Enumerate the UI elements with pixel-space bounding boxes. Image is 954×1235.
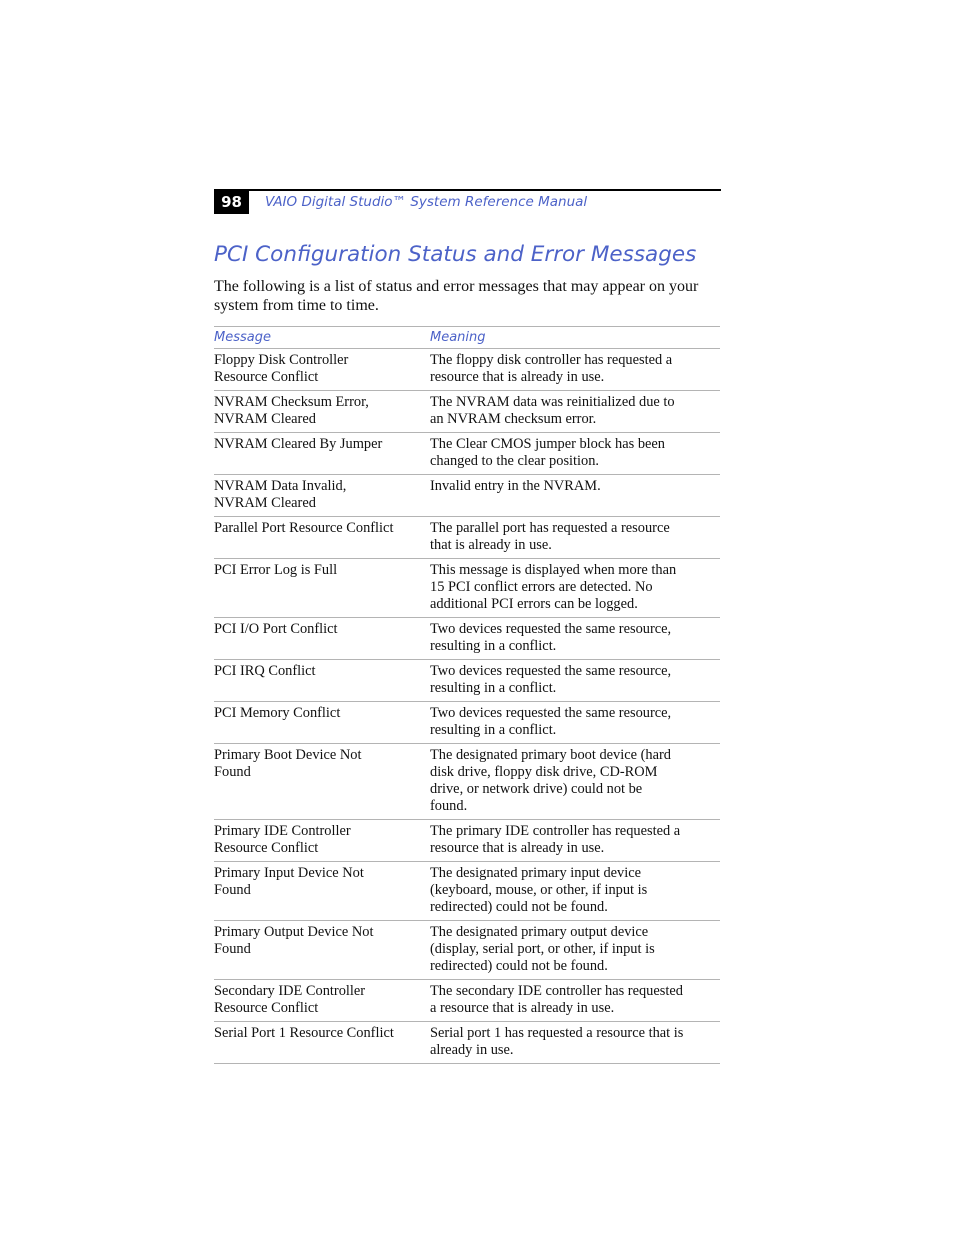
table-row bbox=[214, 391, 720, 433]
table-row bbox=[214, 980, 720, 1022]
meaning-cell bbox=[430, 744, 720, 820]
message-text: Primary Output Device Not Found bbox=[214, 924, 374, 957]
meaning-cell bbox=[430, 660, 720, 702]
intro-paragraph: The following is a list of status and error messages that may appear on your system from time to time. bbox=[214, 278, 699, 314]
table-row bbox=[214, 744, 720, 820]
meaning-cell bbox=[430, 702, 720, 744]
meaning-cell bbox=[430, 517, 720, 559]
section-title: PCI Configuration Status and Error Messages bbox=[214, 242, 697, 267]
message-text: Primary Boot Device Not Found bbox=[214, 747, 362, 780]
meaning-text: The designated primary input device (keyboard, mouse, or other, if input is redirected) could not be found. bbox=[430, 865, 648, 915]
meaning-text: This message is displayed when more than 15 PCI conflict errors are detected. No additional PCI errors can be logged. bbox=[430, 562, 677, 612]
message-text: Primary IDE Controller Resource Conflict bbox=[214, 823, 351, 856]
message-text: NVRAM Cleared By Jumper bbox=[214, 436, 383, 452]
meaning-text: Invalid entry in the NVRAM. bbox=[430, 478, 601, 494]
table-row bbox=[214, 862, 720, 921]
table-header-row bbox=[214, 327, 720, 349]
meaning-text: Two devices requested the same resource, resulting in a conflict. bbox=[430, 621, 672, 654]
meaning-text: The NVRAM data was reinitialized due to an NVRAM checksum error. bbox=[430, 394, 675, 427]
meaning-text: The parallel port has requested a resource that is already in use. bbox=[430, 520, 670, 553]
table-row bbox=[214, 702, 720, 744]
message-cell bbox=[214, 618, 430, 660]
table-row bbox=[214, 559, 720, 618]
table-row bbox=[214, 517, 720, 559]
table-row bbox=[214, 1022, 720, 1064]
meaning-cell bbox=[430, 820, 720, 862]
message-cell bbox=[214, 517, 430, 559]
message-text: Floppy Disk Controller Resource Conflict bbox=[214, 352, 349, 385]
meaning-text: The designated primary output device (display, serial port, or other, if input is redirected) could not be found. bbox=[430, 924, 655, 974]
meaning-cell bbox=[430, 618, 720, 660]
page-number: 98 bbox=[214, 190, 249, 214]
table-row bbox=[214, 660, 720, 702]
message-cell bbox=[214, 559, 430, 618]
table-row bbox=[214, 618, 720, 660]
message-text: PCI Error Log is Full bbox=[214, 562, 338, 578]
meaning-text: The Clear CMOS jumper block has been changed to the clear position. bbox=[430, 436, 665, 469]
message-cell bbox=[214, 820, 430, 862]
table-row bbox=[214, 475, 720, 517]
message-text: NVRAM Data Invalid, NVRAM Cleared bbox=[214, 478, 347, 511]
meaning-text: Serial port 1 has requested a resource that is already in use. bbox=[430, 1025, 684, 1058]
message-text: PCI Memory Conflict bbox=[214, 705, 341, 721]
meaning-cell bbox=[430, 1022, 720, 1064]
message-cell bbox=[214, 660, 430, 702]
column-header-message: Message bbox=[214, 327, 430, 349]
meaning-cell bbox=[430, 433, 720, 475]
message-cell bbox=[214, 475, 430, 517]
message-text: NVRAM Checksum Error, NVRAM Cleared bbox=[214, 394, 369, 427]
message-cell bbox=[214, 702, 430, 744]
table-row bbox=[214, 349, 720, 391]
message-cell bbox=[214, 391, 430, 433]
column-header-meaning: Meaning bbox=[430, 327, 720, 349]
message-cell bbox=[214, 349, 430, 391]
running-title: VAIO Digital Studio™ System Reference Manual bbox=[265, 194, 588, 210]
message-cell bbox=[214, 921, 430, 980]
message-text: Secondary IDE Controller Resource Conflict bbox=[214, 983, 366, 1016]
message-cell bbox=[214, 1022, 430, 1064]
meaning-cell bbox=[430, 475, 720, 517]
message-cell bbox=[214, 980, 430, 1022]
meaning-text: The secondary IDE controller has requested a resource that is already in use. bbox=[430, 983, 683, 1016]
table-row bbox=[214, 921, 720, 980]
meaning-cell bbox=[430, 391, 720, 433]
meaning-text: The designated primary boot device (hard disk drive, floppy disk drive, CD-ROM drive, or network drive) could not be found. bbox=[430, 747, 671, 814]
message-text: PCI I/O Port Conflict bbox=[214, 621, 338, 637]
meaning-text: Two devices requested the same resource, resulting in a conflict. bbox=[430, 705, 672, 738]
message-text: Parallel Port Resource Conflict bbox=[214, 520, 394, 536]
meaning-cell bbox=[430, 980, 720, 1022]
message-cell bbox=[214, 862, 430, 921]
table-row bbox=[214, 433, 720, 475]
meaning-cell bbox=[430, 349, 720, 391]
meaning-text: The floppy disk controller has requested a resource that is already in use. bbox=[430, 352, 673, 385]
message-cell bbox=[214, 433, 430, 475]
meaning-cell bbox=[430, 862, 720, 921]
message-text: Primary Input Device Not Found bbox=[214, 865, 364, 898]
header-rule bbox=[214, 189, 721, 191]
meaning-text: Two devices requested the same resource, resulting in a conflict. bbox=[430, 663, 672, 696]
messages-table bbox=[214, 326, 720, 1064]
message-text: Serial Port 1 Resource Conflict bbox=[214, 1025, 394, 1041]
message-text: PCI IRQ Conflict bbox=[214, 663, 316, 679]
meaning-text: The primary IDE controller has requested a resource that is already in use. bbox=[430, 823, 681, 856]
table-row bbox=[214, 820, 720, 862]
meaning-cell bbox=[430, 921, 720, 980]
message-cell bbox=[214, 744, 430, 820]
meaning-cell bbox=[430, 559, 720, 618]
